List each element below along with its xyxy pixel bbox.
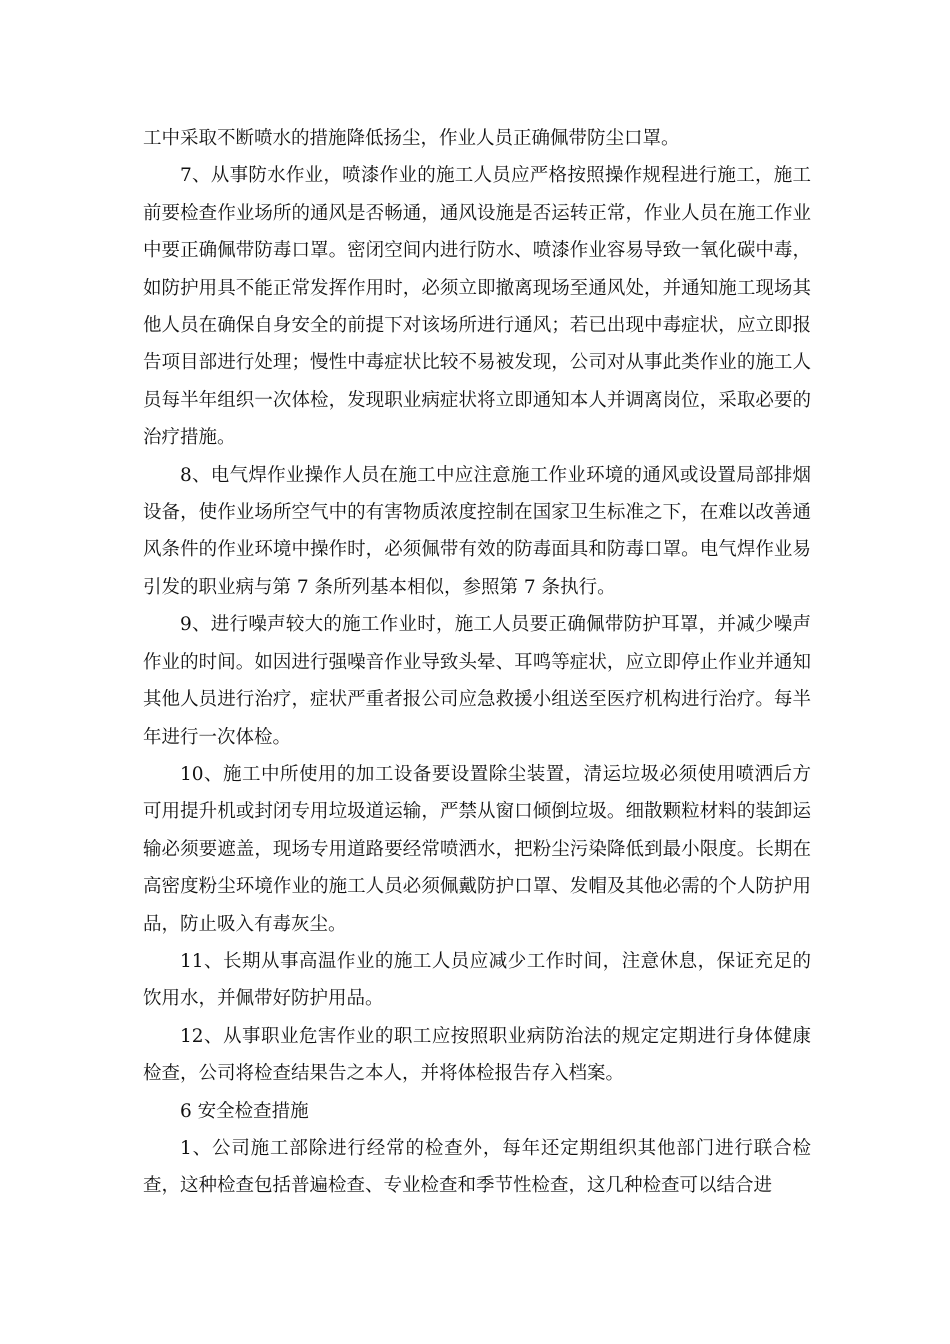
paragraph-item-8: 8、电气焊作业操作人员在施工中应注意施工作业环境的通风或设置局部排烟设备，使作业场所空气中的有害物质浓度控制在国家卫生标准之下，在难以改善通风条件的作业环境中操作时，必须佩带有效的防毒面具和防毒口罩。电气焊作业易引发的职业病与第 7 条所列基本相似，参照第 7 条执行。: [143, 464, 811, 598]
paragraph-section-item-1: 1、公司施工部除进行经常的检查外，每年还定期组织其他部门进行联合检查，这种检查包括普遍检查、专业检查和季节性检查，这几种检查可以结合进: [143, 1137, 811, 1197]
section-heading: 6 安全检查措施: [180, 1100, 309, 1122]
paragraph-item-12: 12、从事职业危害作业的职工应按照职业病防治法的规定定期进行身体健康检查，公司将检查结果告之本人，并将体检报告存入档案。: [143, 1025, 811, 1085]
document-body: [143, 120, 811, 1205]
paragraph-item-7: 7、从事防水作业，喷漆作业的施工人员应严格按照操作规程进行施工，施工前要检查作业场所的通风是否畅通，通风设施是否运转正常，作业人员在施工作业中要正确佩带防毒口罩。密闭空间内进行防水、喷漆作业容易导致一氧化碳中毒，如防护用具不能正常发挥作用时，必须立即撤离现场至通风处，并通知施工现场其他人员在确保自身安全的前提下对该场所进行通风；若已出现中毒症状，应立即报告项目部进行处理；慢性中毒症状比较不易被发现，公司对从事此类作业的施工人员每半年组织一次体检，发现职业病症状将立即通知本人并调离岗位，采取必要的治疗措施。: [143, 165, 811, 449]
paragraph-item-9: 9、进行噪声较大的施工作业时，施工人员要正确佩带防护耳罩，并减少噪声作业的时间。如因进行强噪音作业导致头晕、耳鸣等症状，应立即停止作业并通知其他人员进行治疗，症状严重者报公司应急救援小组送至医疗机构进行治疗。每半年进行一次体检。: [143, 614, 811, 748]
paragraph-item-11: 11、长期从事高温作业的施工人员应减少工作时间，注意休息，保证充足的饮用水，并佩带好防护用品。: [143, 950, 811, 1010]
paragraph-item-10: 10、施工中所使用的加工设备要设置除尘装置，清运垃圾必须使用喷洒后方可用提升机或封闭专用垃圾道运输，严禁从窗口倾倒垃圾。细散颗粒材料的装卸运输必须要遮盖，现场专用道路要经常喷洒水，把粉尘污染降低到最小限度。长期在高密度粉尘环境作业的施工人员必须佩戴防护口罩、发帽及其他必需的个人防护用品，防止吸入有毒灰尘。: [143, 763, 811, 935]
paragraph-continuation: 工中采取不断喷水的措施降低扬尘，作业人员正确佩带防尘口罩。: [143, 128, 680, 149]
